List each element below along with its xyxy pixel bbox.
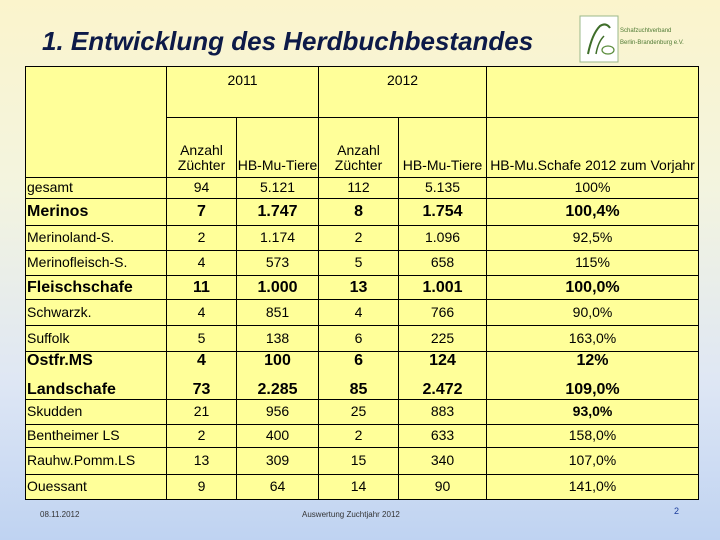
footer-caption: Auswertung Zuchtjahr 2012: [302, 510, 400, 519]
cell-ewes-2012: 2.472: [399, 376, 487, 400]
year-2011: 2011: [167, 67, 319, 118]
col-anzahl-2012: Anzahl Züchter: [319, 118, 399, 178]
table-row: [26, 276, 699, 300]
table-row: [26, 400, 699, 425]
cell-ewes-2012: 633: [399, 425, 487, 448]
cell-breeders-2012: 4: [319, 300, 399, 326]
row-label: Merinoland-S.: [26, 226, 167, 251]
cell-breeders-2011: 7: [167, 199, 237, 226]
col-anzahl-2011: Anzahl Züchter: [167, 118, 237, 178]
year-2012: 2012: [319, 67, 487, 118]
row-label: Skudden: [26, 400, 167, 425]
cell-ewes-2011: 5.121: [237, 178, 319, 199]
cell-ewes-2012: 225: [399, 326, 487, 352]
cell-breeders-2012: 112: [319, 178, 399, 199]
cell-breeders-2011: 73: [167, 376, 237, 400]
cell-ewes-2011: 1.174: [237, 226, 319, 251]
cell-breeders-2012: 5: [319, 251, 399, 276]
cell-ewes-2012: 340: [399, 448, 487, 475]
col-hb-2011: HB-Mu-Tiere: [237, 118, 319, 178]
cell-ewes-2012: 1.754: [399, 199, 487, 226]
cell-breeders-2011: 2: [167, 425, 237, 448]
cell-breeders-2012: 2: [319, 226, 399, 251]
cell-change: 100,0%: [487, 276, 699, 300]
cell-breeders-2012: 6: [319, 352, 399, 376]
cell-ewes-2012: 766: [399, 300, 487, 326]
cell-breeders-2011: 4: [167, 300, 237, 326]
row-label: Ouessant: [26, 475, 167, 500]
col-hb-2012: HB-Mu-Tiere: [399, 118, 487, 178]
cell-change: 93,0%: [487, 400, 699, 425]
table-row: [26, 475, 699, 500]
table-row: [26, 251, 699, 276]
cell-breeders-2012: 8: [319, 199, 399, 226]
row-label: Landschafe: [26, 376, 167, 400]
cell-change: 100,4%: [487, 199, 699, 226]
cell-ewes-2011: 956: [237, 400, 319, 425]
logo-line-2: Berlin-Brandenburg e.V.: [620, 40, 684, 46]
cell-breeders-2012: 6: [319, 326, 399, 352]
row-label: Merinos: [26, 199, 167, 226]
cell-breeders-2012: 85: [319, 376, 399, 400]
cell-change: 92,5%: [487, 226, 699, 251]
cell-ewes-2011: 573: [237, 251, 319, 276]
cell-ewes-2012: 1.096: [399, 226, 487, 251]
herdbook-table: [25, 66, 699, 500]
logo-line-1: Schafzuchtverband: [620, 28, 672, 34]
cell-breeders-2011: 11: [167, 276, 237, 300]
cell-breeders-2012: 14: [319, 475, 399, 500]
cell-ewes-2011: 851: [237, 300, 319, 326]
row-label: gesamt: [26, 178, 167, 199]
table-row: [26, 199, 699, 226]
cell-ewes-2011: 138: [237, 326, 319, 352]
row-label: Rauhw.Pomm.LS: [26, 448, 167, 475]
cell-breeders-2012: 25: [319, 400, 399, 425]
table-row: [26, 300, 699, 326]
cell-change: 12%: [487, 352, 699, 376]
row-label: Schwarzk.: [26, 300, 167, 326]
cell-change: 100%: [487, 178, 699, 199]
cell-breeders-2011: 13: [167, 448, 237, 475]
table-row: [26, 352, 699, 376]
cell-breeders-2012: 15: [319, 448, 399, 475]
table-row: [26, 178, 699, 199]
cell-ewes-2012: 124: [399, 352, 487, 376]
table-row: [26, 448, 699, 475]
cell-ewes-2011: 1.000: [237, 276, 319, 300]
table-row: [26, 425, 699, 448]
cell-breeders-2011: 2: [167, 226, 237, 251]
cell-ewes-2011: 100: [237, 352, 319, 376]
cell-ewes-2012: 1.001: [399, 276, 487, 300]
year-header-row: [26, 67, 699, 118]
cell-breeders-2011: 4: [167, 352, 237, 376]
cell-ewes-2011: 2.285: [237, 376, 319, 400]
cell-breeders-2011: 94: [167, 178, 237, 199]
cell-change: 90,0%: [487, 300, 699, 326]
cell-change: 115%: [487, 251, 699, 276]
row-label: Ostfr.MS: [26, 352, 167, 376]
cell-ewes-2012: 883: [399, 400, 487, 425]
cell-breeders-2012: 2: [319, 425, 399, 448]
slide-title: 1. Entwicklung des Herdbuchbestandes: [42, 26, 534, 56]
cell-ewes-2012: 658: [399, 251, 487, 276]
table-row: [26, 226, 699, 251]
cell-breeders-2011: 4: [167, 251, 237, 276]
cell-change: 158,0%: [487, 425, 699, 448]
page-number: 2: [674, 506, 680, 516]
cell-change: 107,0%: [487, 448, 699, 475]
cell-ewes-2011: 1.747: [237, 199, 319, 226]
cell-breeders-2012: 13: [319, 276, 399, 300]
col-change: HB-Mu.Schafe 2012 zum Vorjahr: [487, 118, 699, 178]
cell-change: 141,0%: [487, 475, 699, 500]
row-label: Bentheimer LS: [26, 425, 167, 448]
cell-ewes-2011: 64: [237, 475, 319, 500]
cell-breeders-2011: 21: [167, 400, 237, 425]
cell-ewes-2011: 309: [237, 448, 319, 475]
row-label: Suffolk: [26, 326, 167, 352]
sheep-logo-icon: [578, 14, 620, 64]
row-label: Merinofleisch-S.: [26, 251, 167, 276]
cell-change: 163,0%: [487, 326, 699, 352]
table-row: [26, 326, 699, 352]
cell-ewes-2011: 400: [237, 425, 319, 448]
cell-ewes-2012: 90: [399, 475, 487, 500]
footer-date: 08.11.2012: [40, 510, 80, 519]
row-label: Fleischschafe: [26, 276, 167, 300]
cell-breeders-2011: 9: [167, 475, 237, 500]
cell-change: 109,0%: [487, 376, 699, 400]
cell-breeders-2011: 5: [167, 326, 237, 352]
cell-ewes-2012: 5.135: [399, 178, 487, 199]
association-logo: [578, 14, 713, 64]
column-header-row: [26, 118, 699, 178]
table-row: [26, 376, 699, 400]
